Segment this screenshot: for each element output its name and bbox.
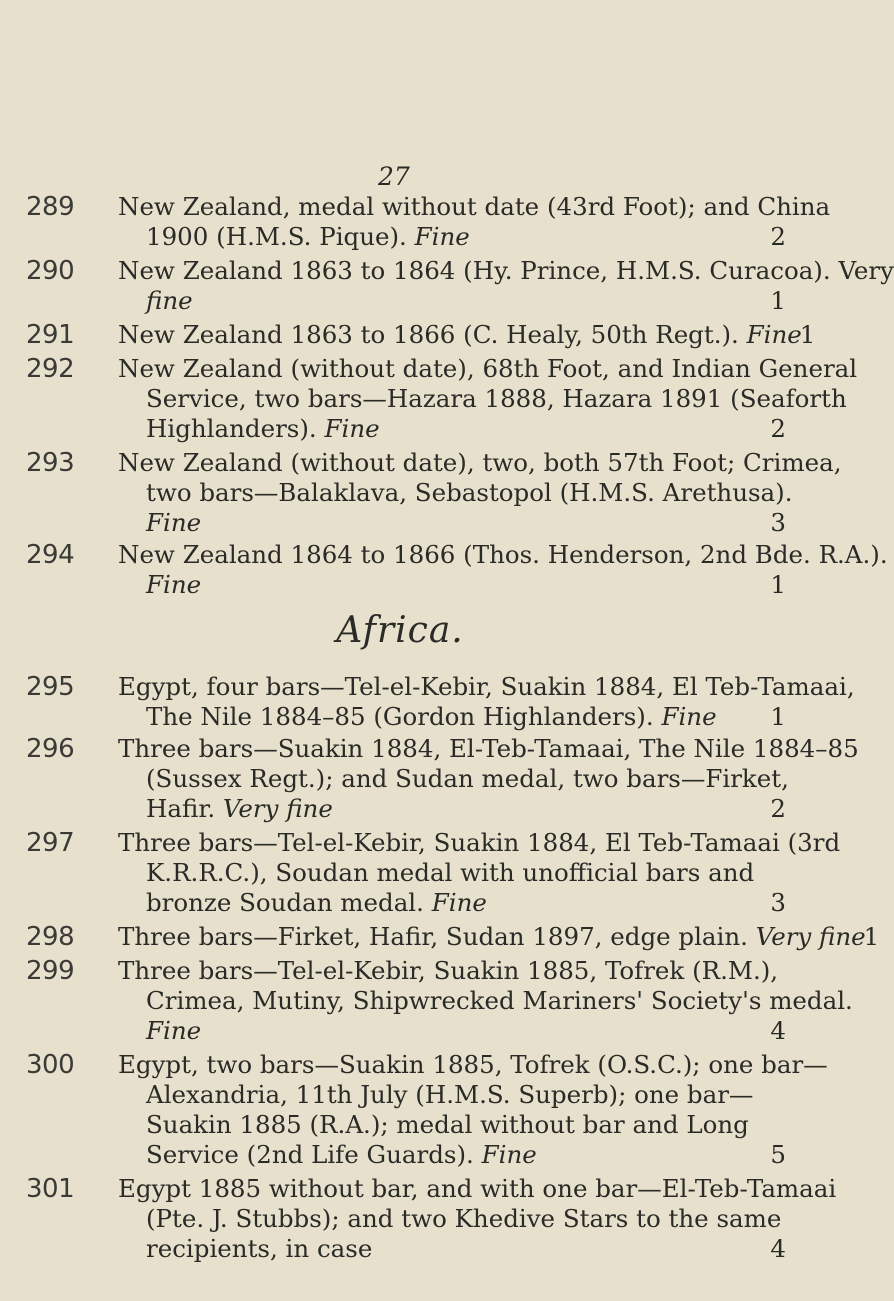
lot-grade: Fine — [146, 1016, 202, 1045]
lot-line: Suakin 1885 (R.A.); medal without bar and Long — [146, 1110, 749, 1139]
lot-grade: Fine — [481, 1140, 537, 1169]
lot-number: 297 — [26, 828, 75, 858]
lot-count: 5 — [770, 1140, 786, 1169]
lot-line: Three bars—Tel-el-Kebir, Suakin 1884, El Teb-Tamaai (3rd — [118, 828, 841, 857]
lot-tail — [118, 320, 816, 350]
lot-grade: Fine — [146, 508, 202, 537]
lot-count: 2 — [770, 794, 786, 823]
lot-count: 1 — [799, 320, 816, 349]
lot-tail — [120, 702, 788, 732]
lot-grade: Very fine — [755, 922, 866, 951]
lot-description — [118, 540, 888, 600]
lot-description — [118, 1050, 828, 1170]
lot-number: 293 — [26, 448, 75, 478]
lot-tail — [120, 1016, 788, 1046]
lot-count: 1 — [770, 570, 786, 599]
lot-tail-text: 1900 (H.M.S. Pique). — [146, 222, 407, 251]
lot-line: New Zealand, medal without date (43rd Foot); and China — [118, 192, 831, 221]
lot-count: 1 — [770, 702, 786, 731]
lot-tail-text: bronze Soudan medal. — [146, 888, 424, 917]
lot-count: 2 — [770, 222, 786, 251]
lot-tail — [118, 922, 880, 952]
lot-tail-text: Hafir. — [146, 794, 216, 823]
section-heading: Africa. — [336, 610, 464, 651]
lot-tail — [120, 222, 788, 252]
lot-count: 2 — [770, 414, 786, 443]
lot-tail-text: The Nile 1884–85 (Gordon Highlanders). — [146, 702, 654, 731]
lot-description — [118, 354, 858, 444]
lot-count: 3 — [770, 508, 786, 537]
lot-line: New Zealand 1863 to 1864 (Hy. Prince, H.M.S. Curacoa). Very — [118, 256, 894, 285]
lot-description — [118, 1174, 837, 1264]
lot-line: Egypt 1885 without bar, and with one bar—El-Teb-Tamaai — [118, 1174, 837, 1203]
lot-tail-text: recipients, in case — [146, 1234, 373, 1263]
lot-description — [118, 256, 894, 316]
lot-number: 299 — [26, 956, 75, 986]
lot-tail — [120, 794, 788, 824]
lot-description — [118, 192, 831, 252]
lot-number: 298 — [26, 922, 75, 952]
lot-line: Three bars—Suakin 1884, El-Teb-Tamaai, The Nile 1884–85 — [118, 734, 859, 763]
lot-tail — [120, 1234, 788, 1264]
lot-tail — [120, 508, 788, 538]
lot-count: 4 — [770, 1234, 786, 1263]
lot-tail — [120, 570, 788, 600]
lot-count: 1 — [863, 922, 880, 951]
lot-grade: Fine — [746, 320, 802, 349]
lot-tail-text: Service (2nd Life Guards). — [146, 1140, 474, 1169]
lot-number: 295 — [26, 672, 75, 702]
lot-grade: Fine — [146, 570, 202, 599]
lot-tail — [120, 1140, 788, 1170]
lot-description — [118, 448, 842, 538]
lot-tail — [120, 286, 788, 316]
lot-count: 1 — [770, 286, 786, 315]
lot-number: 292 — [26, 354, 75, 384]
lot-description — [118, 922, 880, 952]
lot-count: 4 — [770, 1016, 786, 1045]
lot-line: Egypt, four bars—Tel-el-Kebir, Suakin 1884, El Teb-Tamaai, — [118, 672, 855, 701]
lot-number: 290 — [26, 256, 75, 286]
lot-number: 294 — [26, 540, 75, 570]
lot-tail-text: New Zealand 1863 to 1866 (C. Healy, 50th Regt.). — [118, 320, 739, 349]
lot-grade: Fine — [431, 888, 487, 917]
lot-description — [118, 672, 855, 732]
lot-tail — [120, 414, 788, 444]
lot-description — [118, 734, 859, 824]
lot-grade: Fine — [324, 414, 380, 443]
lot-grade: Fine — [661, 702, 717, 731]
page-number: 27 — [378, 162, 410, 191]
lot-count: 3 — [770, 888, 786, 917]
lot-tail-text: Highlanders). — [146, 414, 317, 443]
lot-number: 289 — [26, 192, 75, 222]
lot-line: Three bars—Tel-el-Kebir, Suakin 1885, Tofrek (R.M.), — [118, 956, 779, 985]
lot-line: New Zealand (without date), two, both 57th Foot; Crimea, — [118, 448, 842, 477]
lot-tail-text: Three bars—Firket, Hafir, Sudan 1897, edge plain. — [118, 922, 748, 951]
lot-description — [118, 956, 853, 1046]
lot-line: New Zealand (without date), 68th Foot, and Indian General — [118, 354, 858, 383]
lot-line: Egypt, two bars—Suakin 1885, Tofrek (O.S.C.); one bar— — [118, 1050, 828, 1079]
lot-description — [118, 320, 816, 350]
lot-number: 301 — [26, 1174, 75, 1204]
lot-number: 296 — [26, 734, 75, 764]
lot-line: Alexandria, 11th July (H.M.S. Superb); one bar— — [146, 1080, 754, 1109]
lot-grade: Fine — [414, 222, 470, 251]
lot-description — [118, 828, 841, 918]
lot-line: (Pte. J. Stubbs); and two Khedive Stars to the same — [146, 1204, 782, 1233]
lot-line: K.R.R.C.), Soudan medal with unofficial bars and — [146, 858, 755, 887]
lot-line: New Zealand 1864 to 1866 (Thos. Henderson, 2nd Bde. R.A.). — [118, 540, 888, 569]
lot-line: Service, two bars—Hazara 1888, Hazara 1891 (Seaforth — [146, 384, 847, 413]
lot-number: 300 — [26, 1050, 75, 1080]
lot-line: two bars—Balaklava, Sebastopol (H.M.S. Arethusa). — [146, 478, 793, 507]
lot-grade: fine — [146, 286, 193, 315]
lot-line: (Sussex Regt.); and Sudan medal, two bars—Firket, — [146, 764, 789, 793]
lot-tail — [120, 888, 788, 918]
lot-number: 291 — [26, 320, 75, 350]
lot-line: Crimea, Mutiny, Shipwrecked Mariners' Society's medal. — [146, 986, 853, 1015]
lot-grade: Very fine — [222, 794, 333, 823]
